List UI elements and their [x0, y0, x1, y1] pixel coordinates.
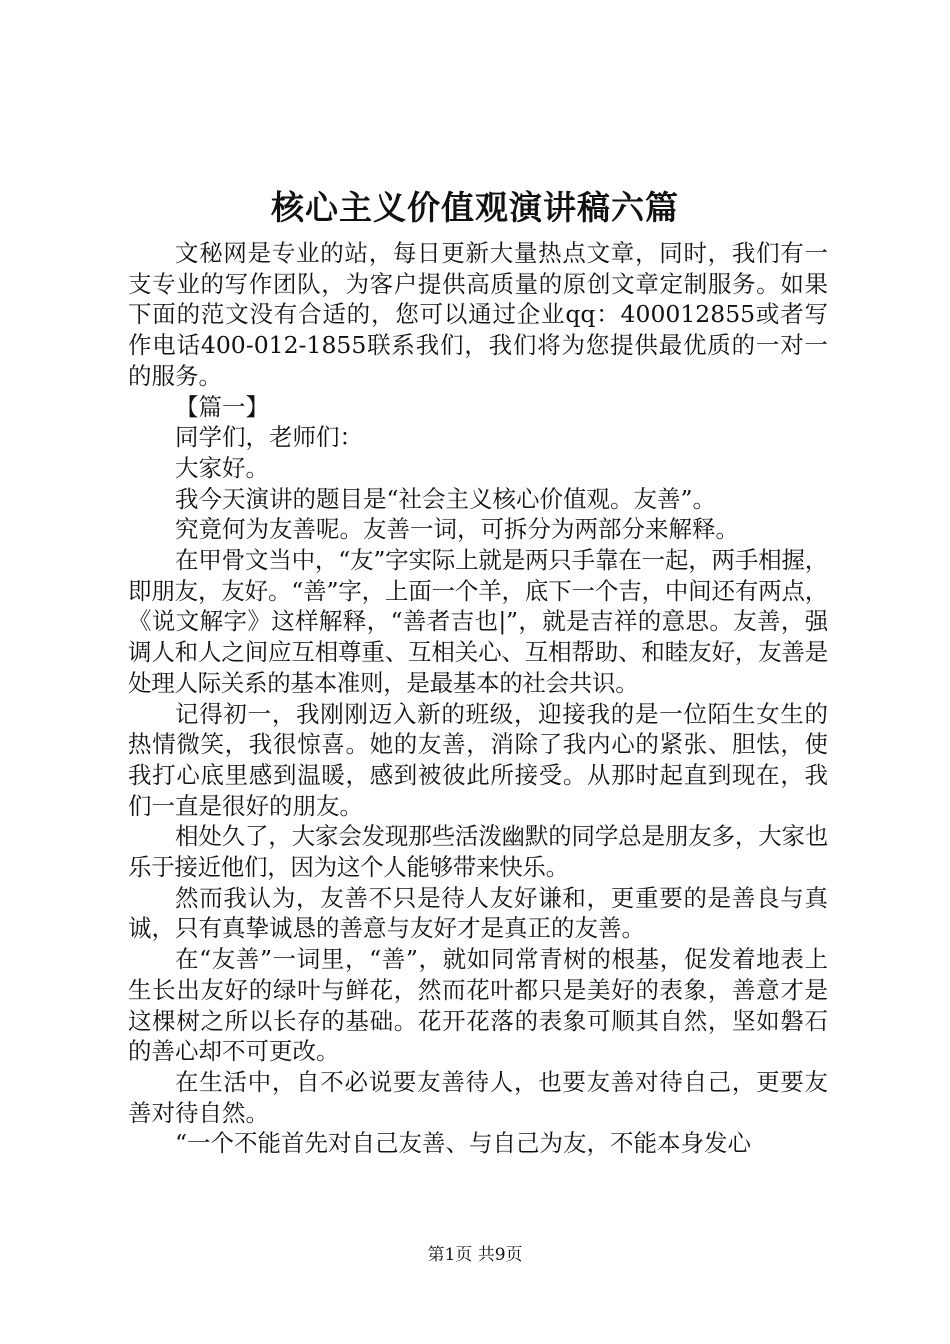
intro-paragraph: 文秘网是专业的站，每日更新大量热点文章，同时，我们有一支专业的写作团队，为客户提供高质量的原创文章定制服务。如果下面的范文没有合适的，您可以通过企业qq：400012855或者写作电话400-012-1855联系我们，我们将为您提供最优质的一对一的服务。 [128, 239, 828, 390]
document-body [128, 238, 828, 1159]
body-paragraph: 究竟何为友善呢。友善一词，可拆分为两部分来解释。 [175, 515, 739, 544]
body-paragraph: 然而我认为，友善不只是待人友好谦和，更重要的是善良与真诚，只有真挚诚恳的善意与友好才是真正的友善。 [128, 883, 828, 943]
document-title: 核心主义价值观演讲稿六篇 [271, 188, 679, 227]
body-paragraph: 在甲骨文当中，“友”字实际上就是两只手靠在一起，两手相握，即朋友，友好。“善”字，上面一个羊，底下一个吉，中间还有两点，《说文解字》这样解释，“善者吉也|”，就是吉祥的意思。友善，强调人和人之间应互相尊重、互相关心、互相帮助、和睦友好，友善是处理人际关系的基本准则，是最基本的社会共识。 [128, 546, 828, 697]
body-paragraph: 在“友善”一词里，“善”，就如同常青树的根基，促发着地表上生长出友好的绿叶与鲜花，然而花叶都只是美好的表象，善意才是这棵树之所以长存的基础。花开花落的表象可顺其自然，坚如磐石的善心却不可更改。 [128, 945, 828, 1066]
section-heading: 【篇一】 [175, 392, 269, 421]
body-paragraph: “一个不能首先对自己友善、与自己为友，不能本身发心 [175, 1129, 752, 1158]
greeting: 大家好。 [175, 453, 269, 482]
body-paragraph: 在生活中，自不必说要友善待人，也要友善对待自己，更要友善对待自然。 [128, 1067, 828, 1127]
body-paragraph: 记得初一，我刚刚迈入新的班级，迎接我的是一位陌生女生的热情微笑，我很惊喜。她的友善，消除了我内心的紧张、胆怯，使我打心底里感到温暖，感到被彼此所接受。从那时起直到现在，我们一直是很好的朋友。 [128, 699, 828, 820]
salutation: 同学们，老师们： [175, 423, 363, 452]
body-paragraph: 我今天演讲的题目是“社会主义核心价值观。友善”。 [175, 484, 717, 513]
page-number-footer: 第1页 共9页 [427, 1245, 523, 1265]
body-paragraph: 相处久了，大家会发现那些活泼幽默的同学总是朋友多，大家也乐于接近他们，因为这个人能够带来快乐。 [128, 822, 828, 882]
